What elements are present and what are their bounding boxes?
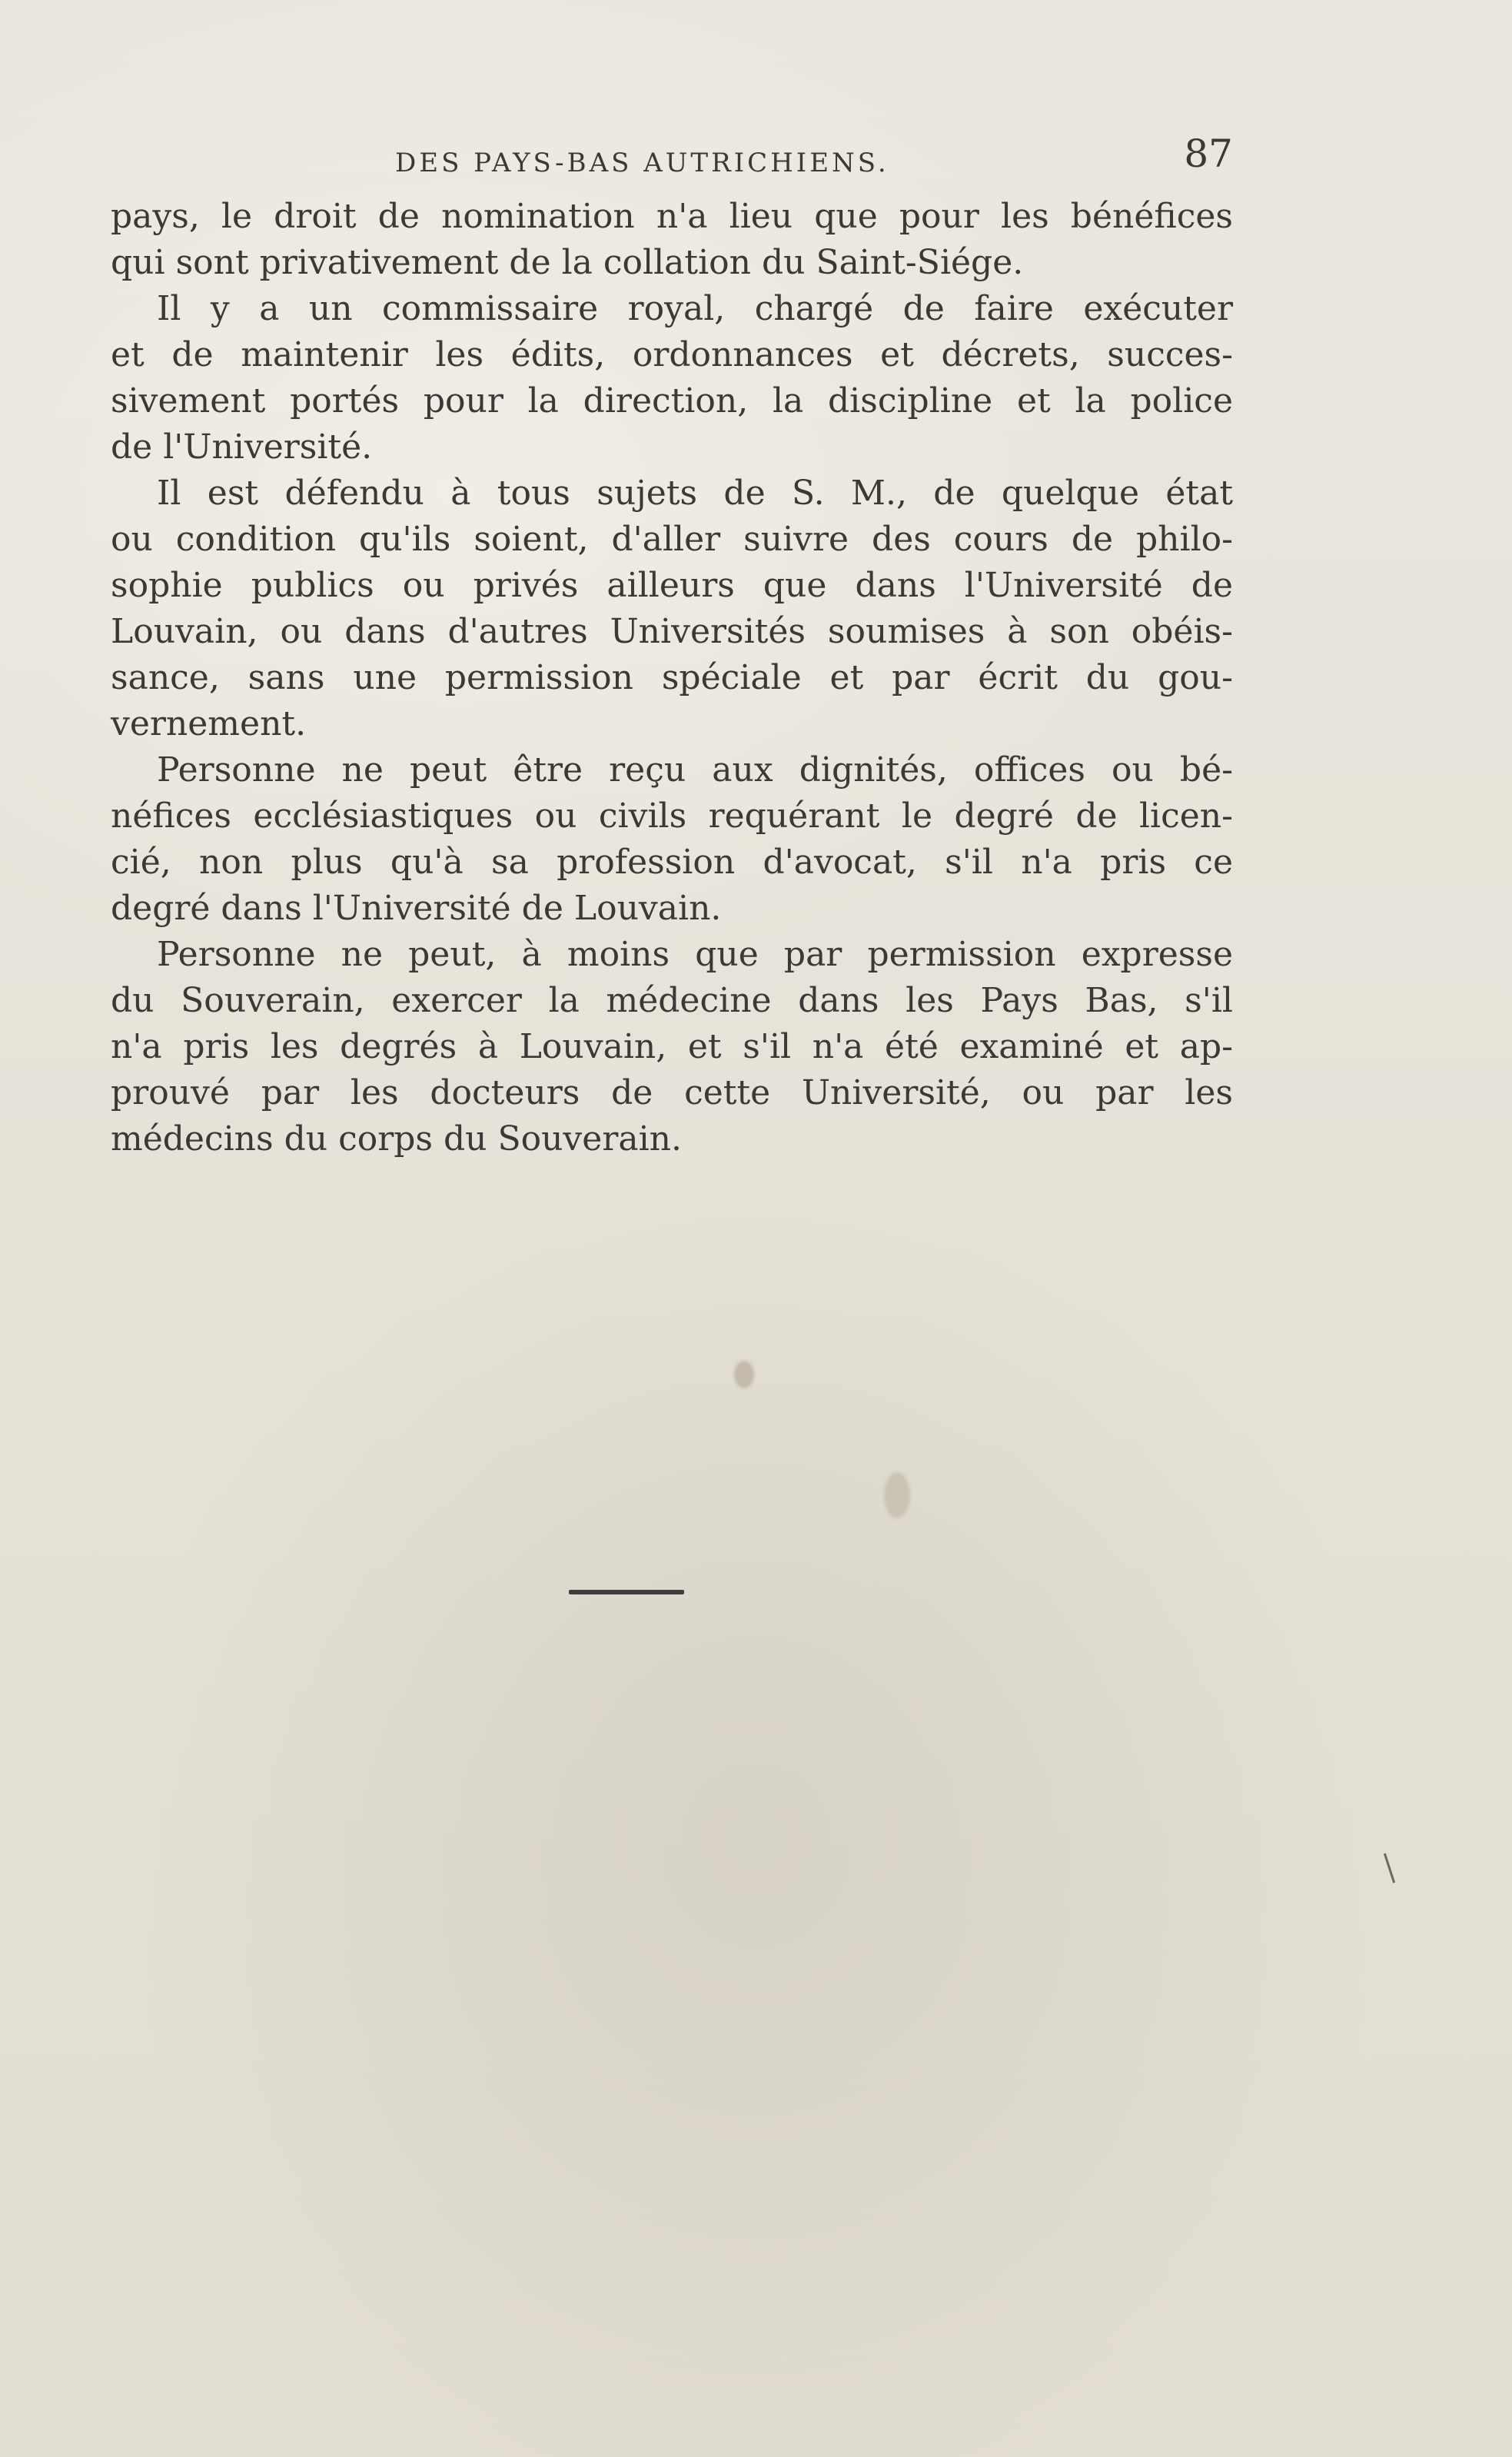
text-line: et de maintenir les édits, ordonnances et décrets, succes- xyxy=(111,335,1233,374)
text-line: ou condition qu'ils soient, d'aller suivre des cours de philo- xyxy=(111,520,1233,559)
text-line: Personne ne peut, à moins que par permission expresse xyxy=(157,935,1233,974)
text-line: cié, non plus qu'à sa profession d'avocat, s'il n'a pris ce xyxy=(111,843,1233,882)
text-line: Louvain, ou dans d'autres Universités soumises à son obéis- xyxy=(111,612,1233,651)
text-line: pays, le droit de nomination n'a lieu que pour les bénéfices xyxy=(111,197,1233,236)
page-header xyxy=(111,131,1233,186)
text-line: sophie publics ou privés ailleurs que dans l'Université de xyxy=(111,566,1233,605)
text-line: qui sont privativement de la collation du Saint-Siége. xyxy=(111,243,1024,282)
page-text xyxy=(111,131,1233,1162)
text-line: degré dans l'Université de Louvain. xyxy=(111,889,722,928)
text-line: néfices ecclésiastiques ou civils requérant le degré de licen- xyxy=(111,796,1233,836)
paper-mark xyxy=(1384,1854,1395,1883)
end-rule xyxy=(569,1590,684,1594)
text-line: Il y a un commissaire royal, chargé de faire exécuter xyxy=(157,289,1233,328)
text-line: Il est défendu à tous sujets de S. M., de quelque état xyxy=(157,474,1233,513)
text-line: sivement portés pour la direction, la discipline et la police xyxy=(111,381,1233,421)
text-line: de l'Université. xyxy=(111,427,373,467)
text-line: Personne ne peut être reçu aux dignités, offices ou bé- xyxy=(157,750,1233,790)
text-line: du Souverain, exercer la médecine dans les Pays Bas, s'il xyxy=(111,981,1233,1020)
running-head: DES PAYS-BAS AUTRICHIENS. xyxy=(395,148,889,178)
text-line: médecins du corps du Souverain. xyxy=(111,1119,682,1159)
text-line: vernement. xyxy=(111,704,307,743)
text-line: sance, sans une permission spéciale et par écrit du gou- xyxy=(111,658,1233,697)
page-number: 87 xyxy=(1184,131,1233,176)
paper-stain xyxy=(884,1472,910,1518)
text-line: n'a pris les degrés à Louvain, et s'il n'a été examiné et ap- xyxy=(111,1027,1233,1066)
text-line: prouvé par les docteurs de cette Université, ou par les xyxy=(111,1073,1233,1112)
paper-stain xyxy=(734,1361,754,1388)
